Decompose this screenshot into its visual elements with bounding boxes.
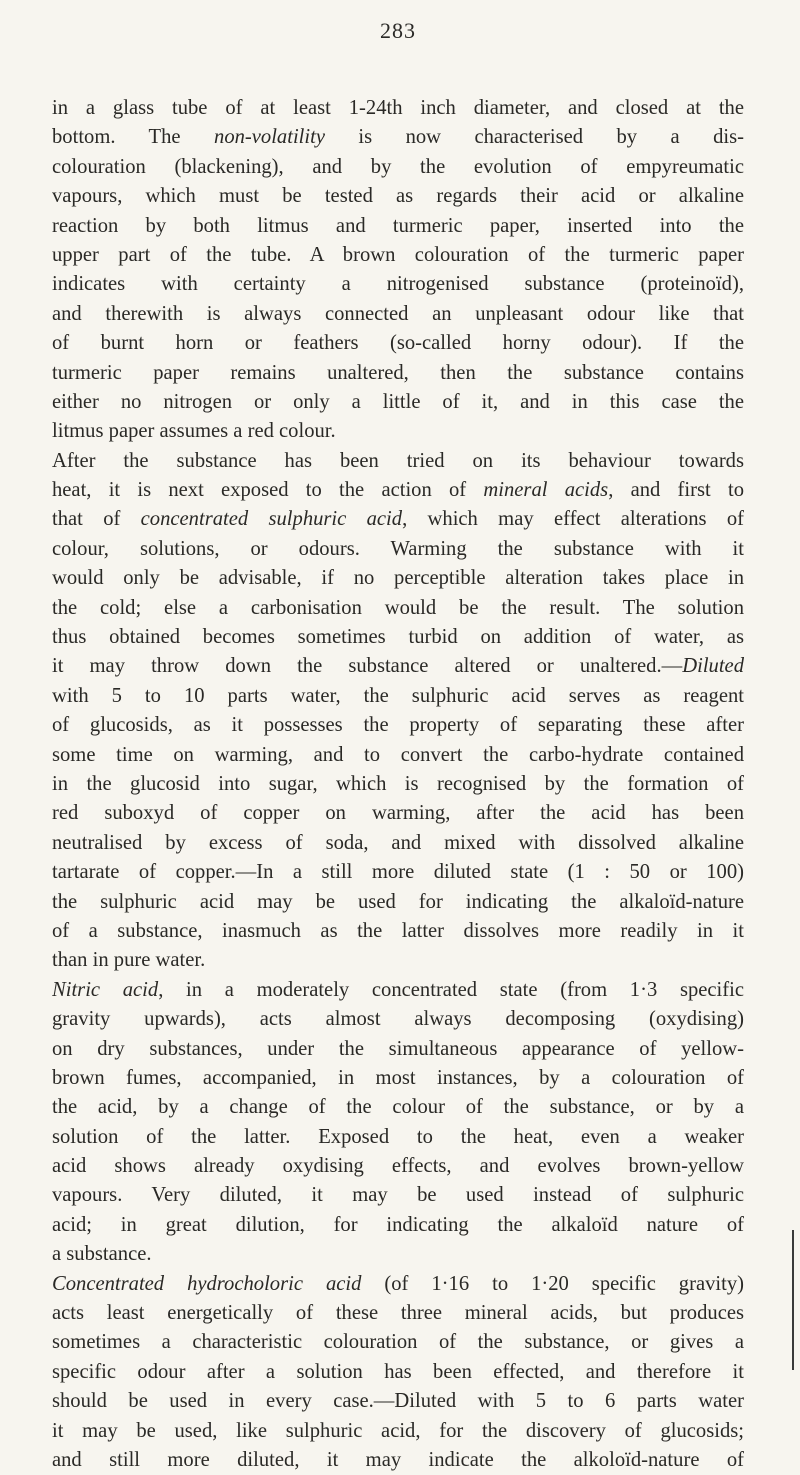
text-line: Concentrated hydrocholoric acid (of 1·16 to 1·20 specific gravity) xyxy=(52,1272,744,1295)
text-line: the cold; else a carbonisation would be the result. The solution xyxy=(52,596,744,619)
text-line: turmeric paper remains unaltered, then the substance contains xyxy=(52,361,744,384)
text-line: and therewith is always connected an unpleasant odour like that xyxy=(52,302,744,325)
text-line: than in pure water. xyxy=(52,949,206,972)
text-line: indicates with certainty a nitrogenised substance (proteinoïd), xyxy=(52,273,744,296)
text-line: bottom. The non-volatility is now characterised by a dis- xyxy=(52,126,744,149)
text-line: in a glass tube of at least 1-24th inch diameter, and closed at the xyxy=(52,97,744,119)
text-line: of a substance, inasmuch as the latter dissolves more readily in it xyxy=(52,919,744,942)
text-line: would only be advisable, if no perceptible alteration takes place in xyxy=(52,567,744,590)
text-line: specific odour after a solution has been effected, and therefore it xyxy=(52,1360,744,1383)
text-line: brown fumes, accompanied, in most instances, by a colouration of xyxy=(52,1066,744,1089)
text-line: solution of the latter. Exposed to the heat, even a weaker xyxy=(52,1125,744,1148)
text-line: and still more diluted, it may indicate the alkoloïd-nature of xyxy=(52,1448,744,1471)
text-line: some time on warming, and to convert the carbo-hydrate contained xyxy=(52,743,744,766)
text-line: on dry substances, under the simultaneous appearance of yellow- xyxy=(52,1037,744,1060)
text-line: sometimes a characteristic colouration of the substance, or gives a xyxy=(52,1331,744,1354)
text-line: in the glucosid into sugar, which is recognised by the formation of xyxy=(52,772,744,795)
text-line: acid shows already oxydising effects, and evolves brown-yellow xyxy=(52,1155,744,1178)
text-line: it may be used, like sulphuric acid, for the discovery of glucosids; xyxy=(52,1419,744,1442)
text-line: it may throw down the substance altered or unaltered.—Diluted xyxy=(52,655,744,678)
text-line: acid; in great dilution, for indicating the alkaloïd nature of xyxy=(52,1213,744,1236)
text-line: with 5 to 10 parts water, the sulphuric acid serves as reagent xyxy=(52,684,744,707)
page-edge-mark xyxy=(792,1230,794,1370)
text-line: the acid, by a change of the colour of the substance, or by a xyxy=(52,1096,744,1119)
text-line: After the substance has been tried on its behaviour towards xyxy=(52,449,744,472)
text-line: colouration (blackening), and by the evolution of empyreumatic xyxy=(52,155,744,178)
text-line: acts least energetically of these three mineral acids, but produces xyxy=(52,1302,744,1325)
text-line: gravity upwards), acts almost always decomposing (oxydising) xyxy=(52,1008,744,1031)
body-text xyxy=(52,94,744,1475)
text-line: vapours. Very diluted, it may be used instead of sulphuric xyxy=(52,1184,744,1207)
text-line: that of concentrated sulphuric acid, which may effect alterations of xyxy=(52,508,744,531)
text-line: neutralised by excess of soda, and mixed with dissolved alkaline xyxy=(52,831,744,854)
text-line: of glucosids, as it possesses the property of separating these after xyxy=(52,714,744,737)
text-line: thus obtained becomes sometimes turbid on addition of water, as xyxy=(52,626,744,649)
text-line: either no nitrogen or only a little of it, and in this case the xyxy=(52,390,744,413)
text-line: of burnt horn or feathers (so-called horny odour). If the xyxy=(52,332,744,355)
text-line: should be used in every case.—Diluted with 5 to 6 parts water xyxy=(52,1390,744,1413)
text-line: red suboxyd of copper on warming, after the acid has been xyxy=(52,802,744,825)
text-line: colour, solutions, or odours. Warming the substance with it xyxy=(52,537,744,560)
text-line: a substance. xyxy=(52,1243,152,1266)
page-number: 283 xyxy=(380,18,416,43)
text-line: vapours, which must be tested as regards their acid or alkaline xyxy=(52,185,744,208)
text-line: reaction by both litmus and turmeric paper, inserted into the xyxy=(52,214,744,237)
text-line: the sulphuric acid may be used for indicating the alkaloïd-nature xyxy=(52,890,744,913)
text-line: heat, it is next exposed to the action of mineral acids, and first to xyxy=(52,479,744,502)
text-line: litmus paper assumes a red colour. xyxy=(52,420,336,443)
text-line: tartarate of copper.—In a still more diluted state (1 : 50 or 100) xyxy=(52,861,744,884)
text-line: upper part of the tube. A brown colouration of the turmeric paper xyxy=(52,243,744,266)
text-line: Nitric acid, in a moderately concentrated state (from 1·3 specific xyxy=(52,978,744,1001)
